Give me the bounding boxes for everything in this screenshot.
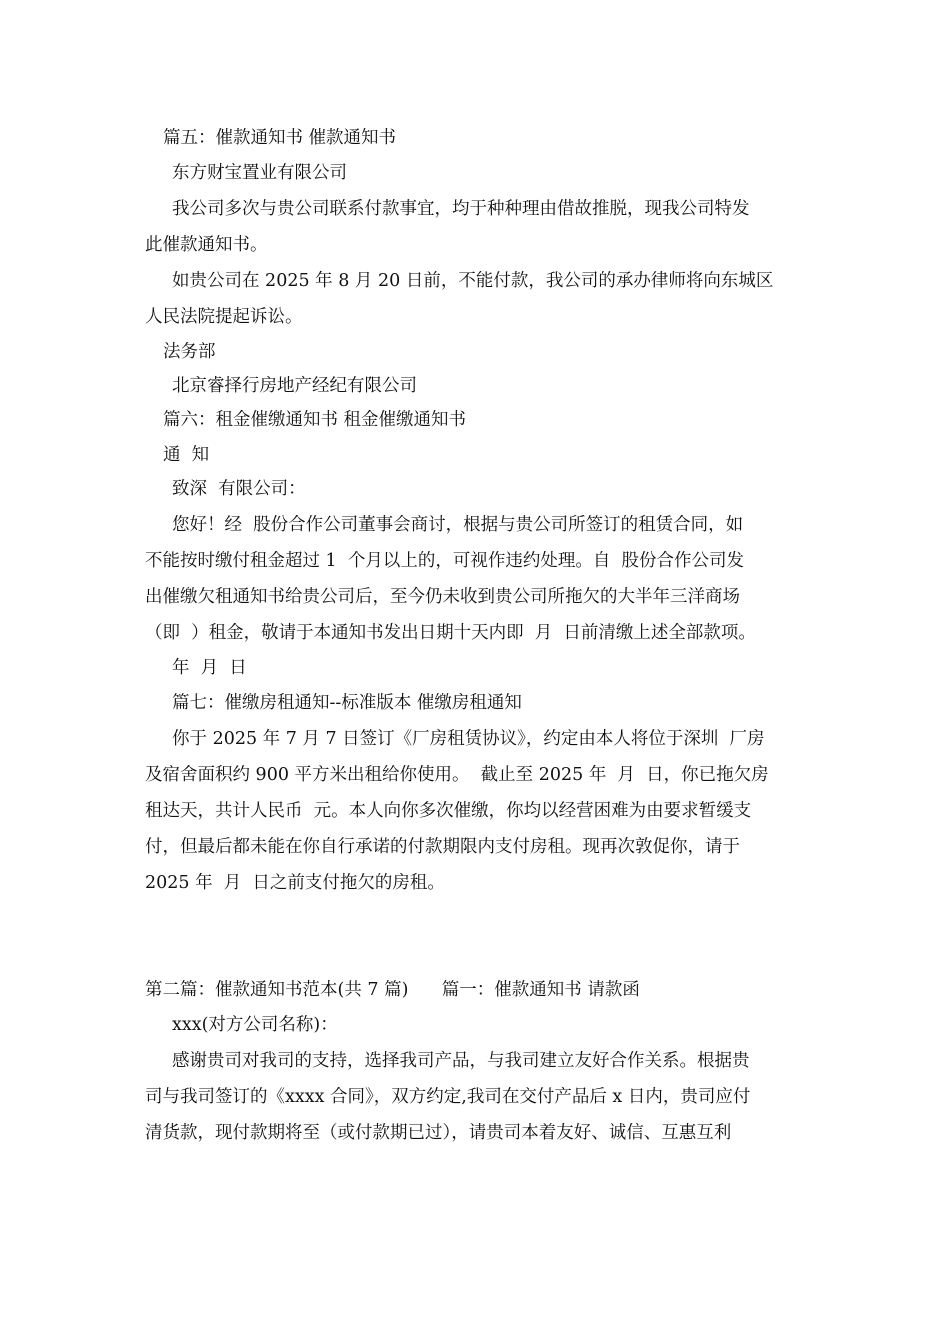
- text-line: 2025 年 月 日之前支付拖欠的房租。: [145, 873, 445, 893]
- text-line: 及宿舍面积约 900 平方米出租给你使用。 截止至 2025 年 月 日，你已拖欠房: [145, 765, 769, 785]
- text-line: 付，但最后都未能在你自行承诺的付款期限内支付房租。现再次敦促你，请于: [145, 837, 740, 857]
- text-line: 法务部: [163, 342, 216, 362]
- text-line: 人民法院提起诉讼。: [145, 307, 303, 327]
- text-line: 如贵公司在 2025 年 8 月 20 日前，不能付款，我公司的承办律师将向东城区: [172, 271, 774, 291]
- section-heading: 篇六：租金催缴通知书 租金催缴通知书: [163, 410, 467, 430]
- section-heading: 第二篇：催款通知书范本(共 7 篇) 篇一：催款通知书 请款函: [145, 980, 640, 1000]
- text-line: 年 月 日: [172, 658, 247, 678]
- text-line: 清货款，现付款期将至（或付款期已过），请贵司本着友好、诚信、互惠互利: [145, 1123, 732, 1143]
- text-line: 东方财宝置业有限公司: [172, 163, 347, 183]
- text-line: 感谢贵司对我司的支持，选择我司产品，与我司建立友好合作关系。根据贵: [172, 1051, 750, 1071]
- text-line: 你于 2025 年 7 月 7 日签订《厂房租赁协议》，约定由本人将位于深圳 厂房: [172, 729, 765, 749]
- text-line: 您好！经 股份合作公司董事会商讨，根据与贵公司所签订的租赁合同，如: [172, 515, 744, 535]
- text-line: 司与我司签订的《xxxx 合同》，双方约定,我司在交付产品后 x 日内，贵司应付: [145, 1087, 751, 1107]
- text-line: 我公司多次与贵公司联系付款事宜，均于种种理由借故推脱，现我公司特发: [172, 199, 750, 219]
- text-line: （即 ）租金，敬请于本通知书发出日期十天内即 月 日前清缴上述全部款项。: [145, 623, 756, 643]
- text-line: 不能按时缴付租金超过 1 个月以上的，可视作违约处理。自 股份合作公司发: [145, 551, 744, 571]
- text-line: 此催款通知书。: [145, 235, 268, 255]
- text-line: xxx(对方公司名称)：: [172, 1015, 338, 1035]
- text-line: 通 知: [163, 445, 210, 465]
- section-heading: 篇七：催缴房租通知--标准版本 催缴房租通知: [172, 693, 522, 713]
- text-line: 北京睿择行房地产经纪有限公司: [172, 376, 417, 396]
- text-line: 出催缴欠租通知书给贵公司后，至今仍未收到贵公司所拖欠的大半年三洋商场: [145, 587, 740, 607]
- text-line: 租达天，共计人民币 元。本人向你多次催缴，你均以经营困难为由要求暂缓支: [145, 801, 752, 821]
- text-line: 致深 有限公司：: [172, 479, 306, 499]
- section-heading: 篇五：催款通知书 催款通知书: [163, 128, 397, 148]
